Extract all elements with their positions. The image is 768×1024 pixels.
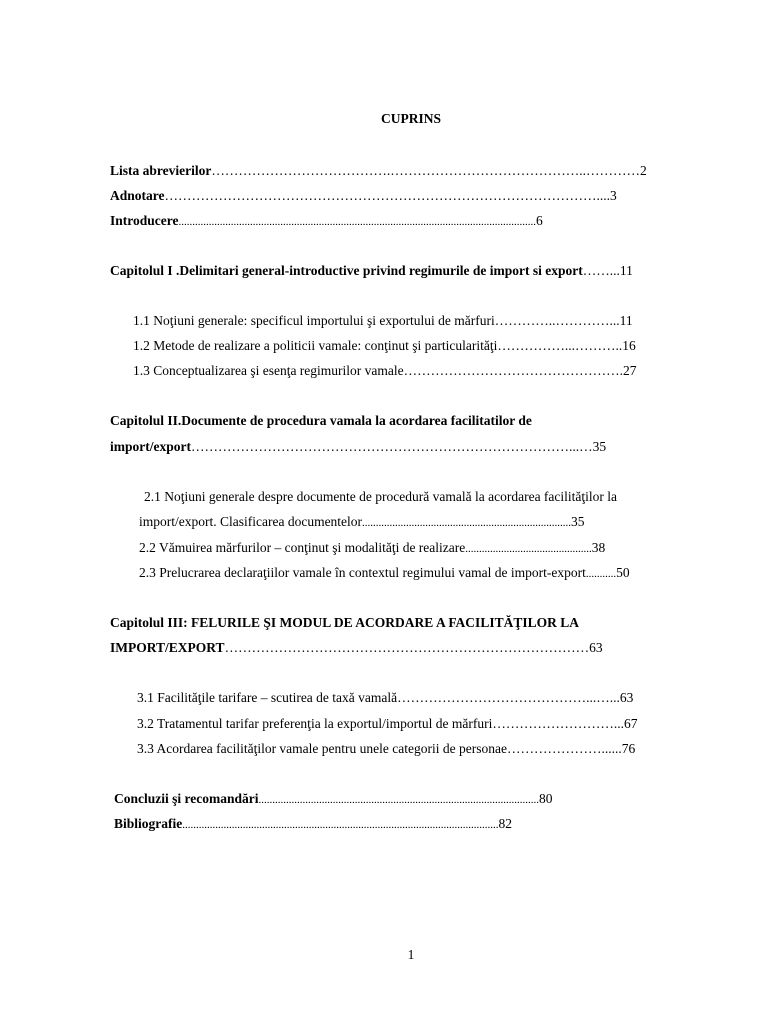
toc-page-number: 50 [616,565,630,580]
toc-leader: ……………...……….. [497,338,623,353]
toc-page-number: 35 [571,514,585,529]
toc-entry-label: import/export. Clasificarea documentelor [139,514,363,529]
toc-entry-2-1-line1 [144,488,617,506]
toc-entry-concluzii [114,790,553,809]
toc-leader: …………………………………………………………………………...… [190,439,593,454]
toc-entry-chapter-3-line2 [110,639,603,657]
toc-leader: …………………...... [506,741,622,756]
toc-entry-label: Capitolul II.Documente de procedura vamala la acordarea facilitatilor de [110,413,532,428]
toc-entry-label: Introducere [110,213,179,228]
toc-leader: ……………………………………...…... [397,690,620,705]
toc-entry-label: IMPORT/EXPORT [110,640,225,655]
toc-entry-label: 3.2 Tratamentul tarifar preferenţia la exportul/importul de mărfuri [137,716,493,731]
toc-page-number: 67 [624,716,638,731]
toc-entry-2-3 [139,564,630,583]
toc-leader: .................................................................................................................................. [178,216,536,228]
toc-leader: …………………………………………. [403,363,624,378]
toc-leader: ……………………………………………………………………… [224,640,590,655]
toc-leader: ...................................................................................................... [258,794,539,806]
toc-page-number: 38 [591,540,606,555]
toc-entry-label: 1.3 Conceptualizarea şi esenţa regimurilor vamale [133,363,404,378]
toc-entry-chapter-1 [110,262,633,280]
toc-entry-label: Adnotare [110,188,165,203]
toc-entry-introducere [110,212,543,231]
toc-entry-label: Lista abrevierilor [110,163,212,178]
toc-entry-label: 3.1 Facilităţile tarifare – scutirea de taxă vamală [137,690,398,705]
toc-page-number: 76 [621,741,636,756]
toc-entry-label: 1.1 Noţiuni generale: specificul importului şi exportului de mărfuri [133,313,495,328]
toc-page-number: 3 [610,188,617,203]
toc-entry-label: 2.3 Prelucrarea declaraţiilor vamale în contextul regimului vamal de import-export [139,565,586,580]
toc-entry-chapter-3-line1 [110,614,579,632]
toc-page-number: 82 [498,816,512,831]
toc-entry-1-2 [133,337,636,355]
toc-leader: ……... [582,263,620,278]
toc-page-number: 35 [592,439,607,454]
toc-leader: .............................................. [465,543,592,555]
toc-entry-lista-abrevierilor [110,162,647,180]
toc-entry-3-2 [137,715,638,733]
toc-entry-label: 3.3 Acordarea facilităţilor vamale pentru unele categorii de personae [137,741,507,756]
toc-entry-label: Capitolul III: FELURILE ŞI MODUL DE ACORDARE A FACILITĂŢILOR LA [110,615,579,630]
toc-entry-adnotare [110,187,617,205]
toc-page-number: 16 [622,338,636,353]
toc-entry-1-1 [133,312,633,330]
page-title: CUPRINS [380,111,441,126]
toc-entry-3-3 [137,740,635,758]
toc-entry-chapter-2-line1 [110,412,532,430]
toc-page-number: 11 [619,263,633,278]
toc-page-number: 6 [536,213,543,228]
toc-leader: …………………………………………………………………………………….... [164,188,611,203]
toc-page-number: 80 [539,791,553,806]
toc-entry-bibliografie [114,815,512,834]
toc-leader: ………………………... [492,716,625,731]
toc-leader: ………………………………….……………………………………..………… [211,163,640,178]
toc-entry-label: 2.2 Vămuirea mărfurilor – conţinut şi modalităţi de realizare [139,540,466,555]
toc-entry-label: 2.1 Noţiuni generale despre documente de procedură vamală la acordarea facilităţilor la [144,489,618,504]
toc-leader: ............................................................................ [362,517,572,529]
toc-entry-label: Capitolul I .Delimitari general-introductive privind regimurile de import si export [110,263,583,278]
toc-page-number: 2 [639,163,647,178]
toc-page-number: 63 [589,640,603,655]
page-number: 1 [407,947,415,962]
toc-leader: …………..…………... [494,313,620,328]
toc-entry-1-3 [133,362,637,380]
toc-entry-label: Bibliografie [114,816,183,831]
toc-entry-3-1 [137,689,633,707]
toc-entry-chapter-2-line2 [110,438,606,456]
toc-leader: ........... [585,568,617,580]
toc-leader: ................................................................................................................... [182,819,499,831]
toc-page-number: 27 [623,363,637,378]
toc-entry-2-2 [139,539,605,558]
toc-page-number: 11 [619,313,633,328]
toc-entry-2-1-line2 [139,513,585,532]
toc-page-number: 63 [619,690,634,705]
toc-entry-label: Concluzii şi recomandări [114,791,259,806]
toc-entry-label: import/export [110,439,191,454]
toc-entry-label: 1.2 Metode de realizare a politicii vamale: conţinut şi particularităţi [133,338,498,353]
